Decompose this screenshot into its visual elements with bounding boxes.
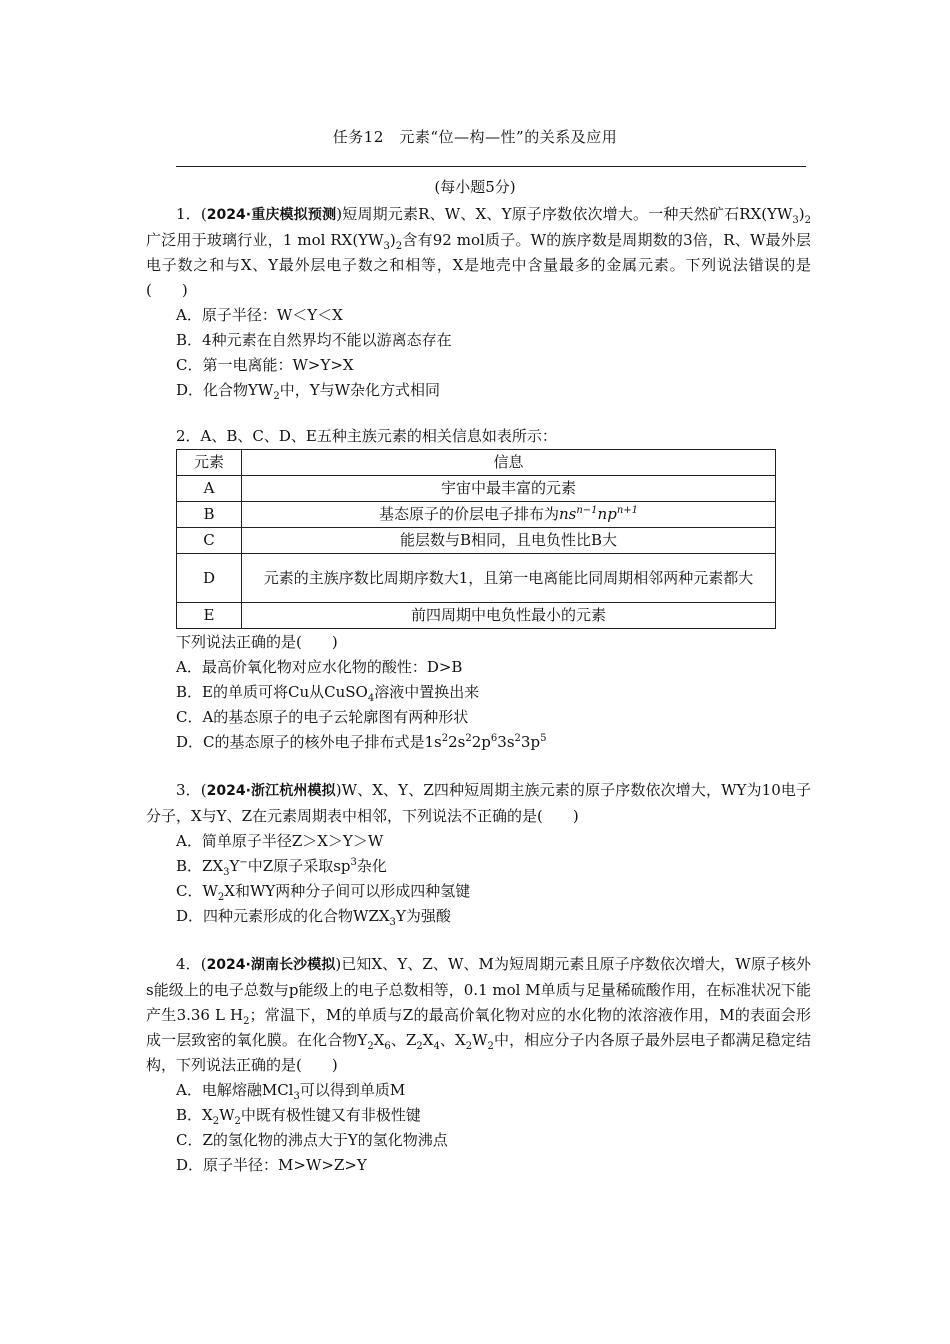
table-header-element: 元素 <box>177 450 242 476</box>
question-4-option-c: C．Z的氢化物的沸点大于Y的氢化物沸点 <box>176 1131 448 1149</box>
question-4-source: 2024·湖南长沙模拟 <box>206 957 336 973</box>
table-header-info: 信息 <box>242 450 776 476</box>
question-2-prompt: 下列说法正确的是( ) <box>176 633 338 651</box>
table-row: A 宇宙中最丰富的元素 <box>177 476 776 502</box>
question-1-stem: 1．(2024·重庆模拟预测)短周期元素R、W、X、Y原子序数依次增大。一种天然矿石$RX(YW_3)_2$广泛用于玻璃行业，1 mol $RX(YW_3)_2$含有92 mol质子。W的族序数是周期数的3倍，R、W最外层电子数之和与X、Y最外层电子数之和相等，X是地壳中含量最多的金属元素。下列说法错误的是( ) <box>146 205 811 299</box>
question-1-option-a: A．原子半径：W＜Y＜X <box>176 306 343 324</box>
question-3-option-c: C．$W_2X$和WY两种分子间可以形成四种氢键 <box>176 882 471 903</box>
table-row: E 前四周期中电负性最小的元素 <box>177 603 776 629</box>
table-row: C 能层数与B相同，且电负性比B大 <box>177 528 776 554</box>
table-row: B 基态原子的价层电子排布为$ns^{n-1}np^{n+1}$ <box>177 502 776 528</box>
question-4-option-d: D．原子半径：M>W>Z>Y <box>176 1156 367 1174</box>
question-2-option-b: B．E的单质可将Cu从CuSO$_4$溶液中置换出来 <box>176 683 480 704</box>
question-3-option-a: A．简单原子半径Z＞X＞Y＞W <box>176 832 384 850</box>
question-2-option-a: A．最高价氧化物对应水化物的酸性：D>B <box>176 658 463 676</box>
scoring-note: (每小题5分) <box>434 178 516 196</box>
question-1-option-b: B．4种元素在自然界均不能以游离态存在 <box>176 331 452 349</box>
question-4-option-a: A．电解熔融MCl$_3$可以得到单质M <box>176 1081 406 1102</box>
question-4-stem: 4．(2024·湖南长沙模拟)已知X、Y、Z、W、M为短周期元素且原子序数依次增大，W原子核外s能级上的电子总数与p能级上的电子总数相等，0.1 mol M单质与足量稀硫酸作用，在标准状况下能产生3.36 L $H_2$；常温下，M的单质与Z的最高价氧化物对应的水化物的浓溶液作用，M的表面会形成一层致密的氧化膜。在化合物$Y_2X_6$、$Z_2X_4$、$X_2W_2$中，相应分子内各原子最外层电子都满足稳定结构，下列说法正确的是( ) <box>146 955 811 1074</box>
question-3-source: 2024·浙江杭州模拟 <box>206 783 336 799</box>
question-3-option-b: B．$ZX_3Y^-$中Z原子采取$sp^3$杂化 <box>176 857 387 878</box>
question-1 <box>146 202 811 403</box>
question-2-option-c: C．A的基态原子的电子云轮廓图有两种形状 <box>176 708 469 726</box>
question-2-option-d: D．C的基态原子的核外电子排布式是$1s^22s^22p^63s^23p^5$ <box>176 733 547 751</box>
question-3-option-d: D．四种元素形成的化合物$WZX_3Y$为强酸 <box>176 907 451 928</box>
question-3 <box>146 778 811 929</box>
table-header-row <box>177 450 776 476</box>
question-3-stem: 3．(2024·浙江杭州模拟)W、X、Y、Z四种短周期主族元素的原子序数依次增大，WY为10电子分子，X与Y、Z在元素周期表中相邻，下列说法不正确的是( ) <box>146 781 811 825</box>
question-4-option-b: B．$X_2W_2$中既有极性键又有非极性键 <box>176 1106 421 1127</box>
question-2-intro: 2．A、B、C、D、E五种主族元素的相关信息如表所示： <box>176 427 557 445</box>
question-4 <box>146 952 811 1178</box>
element-info-table <box>176 449 776 629</box>
page-title: 任务12 元素“位—构—性”的关系及应用 <box>332 128 618 146</box>
question-1-source: 2024·重庆模拟预测 <box>206 207 337 223</box>
question-1-option-c: C．第一电离能：W>Y>X <box>176 356 354 374</box>
table-row: D 元素的主族序数比周期序数大1，且第一电离能比同周期相邻两种元素都大 <box>177 554 776 603</box>
title-divider <box>176 166 806 167</box>
question-2-body <box>176 630 806 755</box>
question-1-option-d: D．化合物$YW_2$中，Y与W杂化方式相同 <box>176 381 441 402</box>
